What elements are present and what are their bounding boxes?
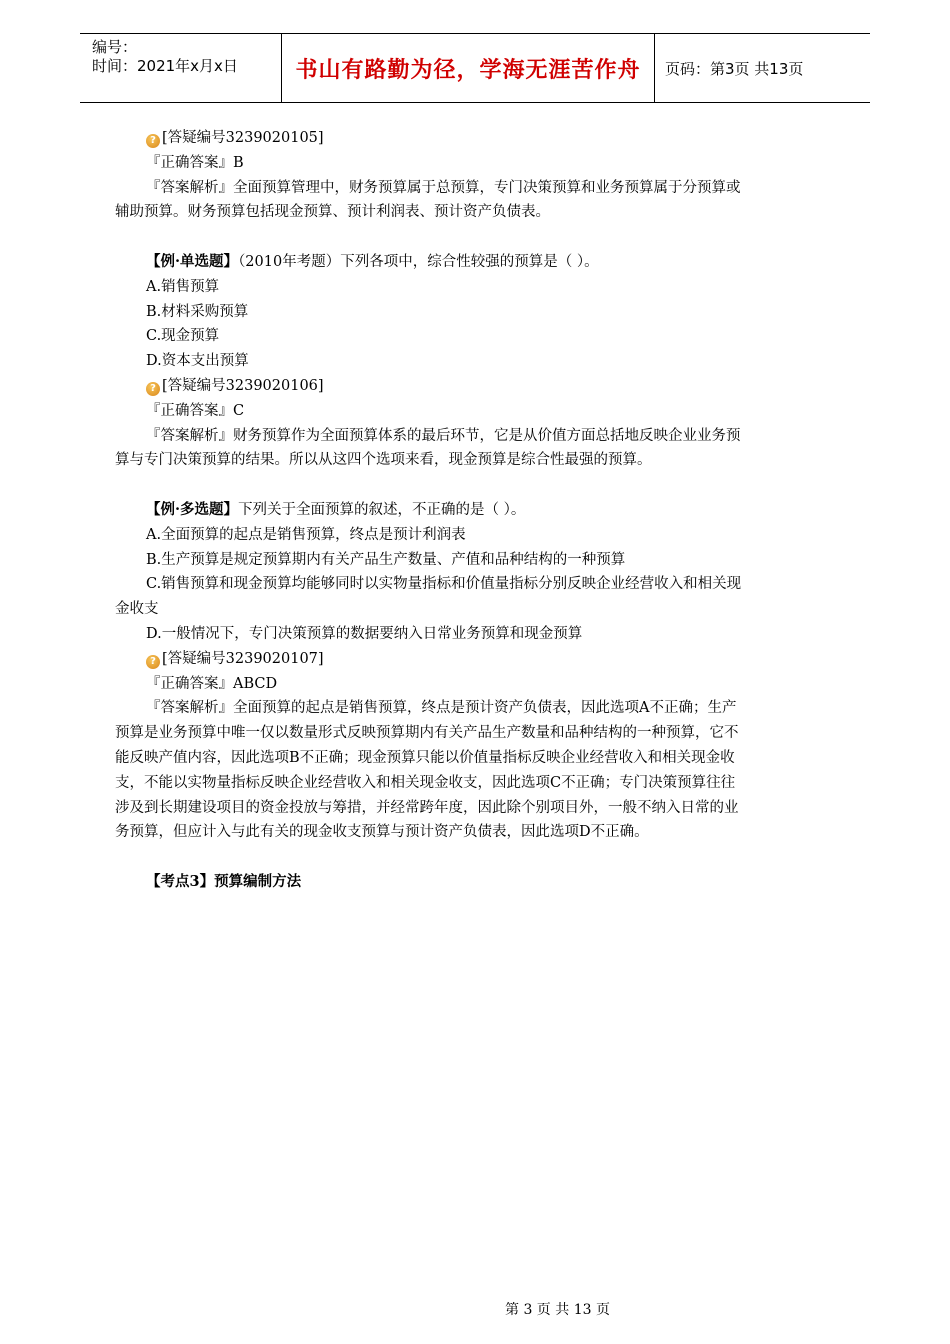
answer-analysis-line: 算与专门决策预算的结果。所以从这四个选项来看，现金预算是综合性最强的预算。: [115, 452, 652, 469]
correct-answer: 『正确答案』C: [146, 402, 245, 419]
correct-answer: 『正确答案』ABCD: [146, 675, 278, 692]
question-type-label: 【例·多选题】: [146, 500, 239, 518]
question-stem: [115, 250, 837, 275]
page-header: [80, 33, 870, 103]
document-body: [115, 126, 837, 895]
answer-analysis-line: 『答案解析』财务预算作为全面预算体系的最后环节，它是从价值方面总括地反映企业业务预: [146, 427, 741, 444]
option-c-continued: 金收支: [115, 601, 159, 618]
question-id-row: [115, 126, 837, 151]
answer-analysis-line: 支，不能以实物量指标反映企业经营收入和相关现金收支，因此选项C不正确；专门决策预算往往: [115, 774, 736, 791]
option-a: A.全面预算的起点是销售预算，终点是预计利润表: [146, 526, 466, 543]
option-b: B.生产预算是规定预算期内有关产品生产数量、产值和品种结构的一种预算: [146, 551, 626, 568]
page-footer: [0, 1299, 950, 1319]
question-stem: [115, 498, 837, 523]
answer-analysis-line: 涉及到长期建设项目的资金投放与筹措，并经常跨年度，因此除个别项目外，一般不纳入日常的业: [115, 799, 739, 816]
question-id: [答疑编号3239020105]: [162, 130, 324, 146]
answer-analysis-line: 能反映产值内容，因此选项B不正确；现金预算只能以价值量指标反映企业经营收入和相关现金收: [115, 749, 735, 766]
time-label: 时间：2021年x月x日: [92, 57, 238, 75]
option-b: B.材料采购预算: [146, 303, 249, 320]
header-page-cell: [655, 34, 870, 102]
question-circle-icon[interactable]: ?: [146, 655, 160, 669]
question-type-label: 【例·单选题】: [146, 252, 239, 270]
question-id: [答疑编号3239020107]: [162, 650, 324, 667]
question-id-row: [115, 374, 837, 399]
question-stem-text: 下列关于全面预算的叙述，不正确的是（ ）。: [238, 501, 526, 518]
answer-analysis-line: 『答案解析』全面预算的起点是销售预算，终点是预计资产负债表，因此选项A不正确；生产: [146, 700, 737, 717]
question-circle-icon[interactable]: ?: [146, 382, 160, 396]
question-stem-text: （2010年考题）下列各项中，综合性较强的预算是（ ）。: [238, 253, 599, 270]
option-d: D.一般情况下，专门决策预算的数据要纳入日常业务预算和现金预算: [146, 625, 583, 642]
correct-answer: 『正确答案』B: [146, 154, 244, 171]
header-meta: [80, 34, 282, 102]
answer-analysis-line: 辅助预算。财务预算包括现金预算、预计利润表、预计资产负债表。: [115, 204, 550, 221]
question-id-row: [115, 647, 837, 672]
answer-analysis-line: 『答案解析』全面预算管理中，财务预算属于总预算，专门决策预算和业务预算属于分预算或: [146, 179, 741, 196]
header-motto-cell: [282, 34, 655, 102]
answer-analysis-line: 预算是业务预算中唯一仅以数量形式反映预算期内有关产品生产数量和品种结构的一种预算，它不: [115, 725, 739, 742]
option-d: D.资本支出预算: [146, 353, 249, 370]
option-a: A.销售预算: [146, 278, 220, 295]
question-id: [答疑编号3239020106]: [162, 377, 324, 394]
section-heading: 【考点3】预算编制方法: [146, 872, 302, 890]
option-c: C.销售预算和现金预算均能够同时以实物量指标和价值量指标分别反映企业经营收入和相关现: [146, 576, 742, 593]
code-label: 编号：: [92, 38, 138, 56]
option-c: C.现金预算: [146, 328, 220, 345]
answer-analysis-line: 务预算，但应计入与此有关的现金收支预算与预计资产负债表，因此选项D不正确。: [115, 824, 649, 841]
page-label: 页码：第3页 共13页: [665, 59, 804, 78]
question-circle-icon[interactable]: ?: [146, 134, 160, 148]
footer-page-number: 第 3 页 共 13 页: [505, 1302, 610, 1318]
motto: 书山有路勤为径，学海无涯苦作舟: [295, 57, 641, 83]
